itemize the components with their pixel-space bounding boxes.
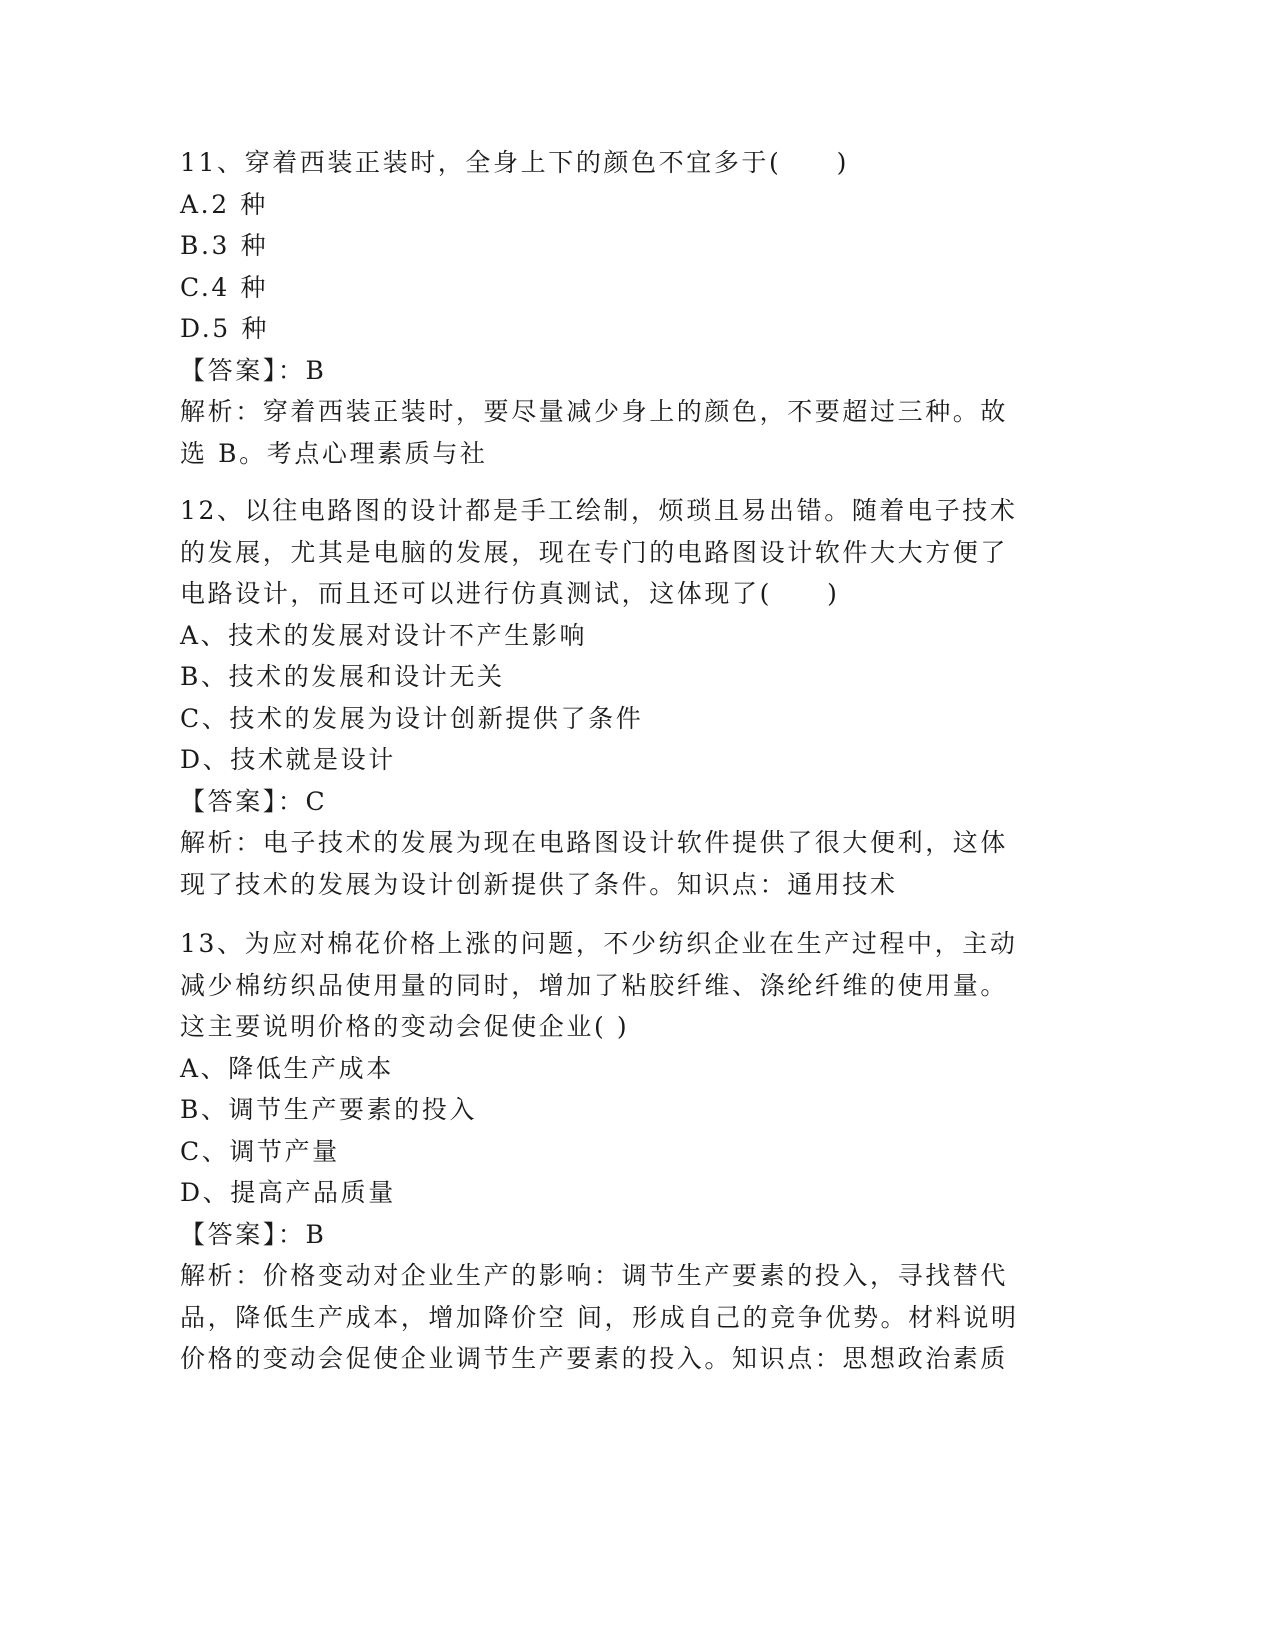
option-a: A、技术的发展对设计不产生影响 xyxy=(180,620,588,650)
option-d: D、提高产品质量 xyxy=(180,1178,396,1207)
question-stem-line: 的发展，尤其是电脑的发展，现在专门的电路图设计软件大大方便了 xyxy=(180,537,1009,567)
option-c: C、调节产量 xyxy=(180,1136,340,1166)
option-a: A.2 种 xyxy=(180,189,268,219)
answer-line: 【答案】：C xyxy=(180,786,328,816)
question-stem-line: 13、为应对棉花价格上涨的问题，不少纺织企业在生产过程中，主动 xyxy=(180,929,1018,958)
question-11 xyxy=(180,142,1060,474)
question-stem-line: 12、以往电路图的设计都是手工绘制，烦琐且易出错。随着电子技术 xyxy=(180,496,1018,525)
option-c: C.4 种 xyxy=(180,272,269,302)
question-stem-line: 11、穿着西装正装时，全身上下的颜色不宜多于( ) xyxy=(180,148,849,177)
answer-line: 【答案】：B xyxy=(180,355,327,385)
option-b: B.3 种 xyxy=(180,231,269,260)
question-12 xyxy=(180,490,1060,905)
question-stem-line: 减少棉纺织品使用量的同时，增加了粘胶纤维、涤纶纤维的使用量。 xyxy=(180,970,1009,1000)
question-stem-line: 这主要说明价格的变动会促使企业( ) xyxy=(180,1012,630,1041)
analysis-line: 品，降低生产成本，增加降价空 间，形成自己的竞争优势。材料说明 xyxy=(180,1302,1019,1332)
question-stem-line: 电路设计，而且还可以进行仿真测试，这体现了( ) xyxy=(180,579,840,608)
analysis-line: 选 B。考点心理素质与社 xyxy=(180,438,488,468)
analysis-line: 解析：电子技术的发展为现在电路图设计软件提供了很大便利，这体 xyxy=(180,828,1009,857)
analysis-line: 解析：穿着西装正装时，要尽量减少身上的颜色，不要超过三种。故 xyxy=(180,397,1009,426)
answer-line: 【答案】：B xyxy=(180,1219,327,1249)
option-b: B、调节生产要素的投入 xyxy=(180,1095,477,1124)
option-d: D、技术就是设计 xyxy=(180,745,396,774)
option-a: A、降低生产成本 xyxy=(180,1053,394,1083)
question-13 xyxy=(180,923,1060,1380)
option-c: C、技术的发展为设计创新提供了条件 xyxy=(180,703,644,733)
analysis-line: 价格的变动会促使企业调节生产要素的投入。知识点：思想政治素质 xyxy=(180,1344,1009,1373)
analysis-line: 现了技术的发展为设计创新提供了条件。知识点：通用技术 xyxy=(180,869,898,899)
analysis-line: 解析：价格变动对企业生产的影响：调节生产要素的投入，寻找替代 xyxy=(180,1261,1009,1290)
option-b: B、技术的发展和设计无关 xyxy=(180,662,505,691)
option-d: D.5 种 xyxy=(180,314,269,343)
